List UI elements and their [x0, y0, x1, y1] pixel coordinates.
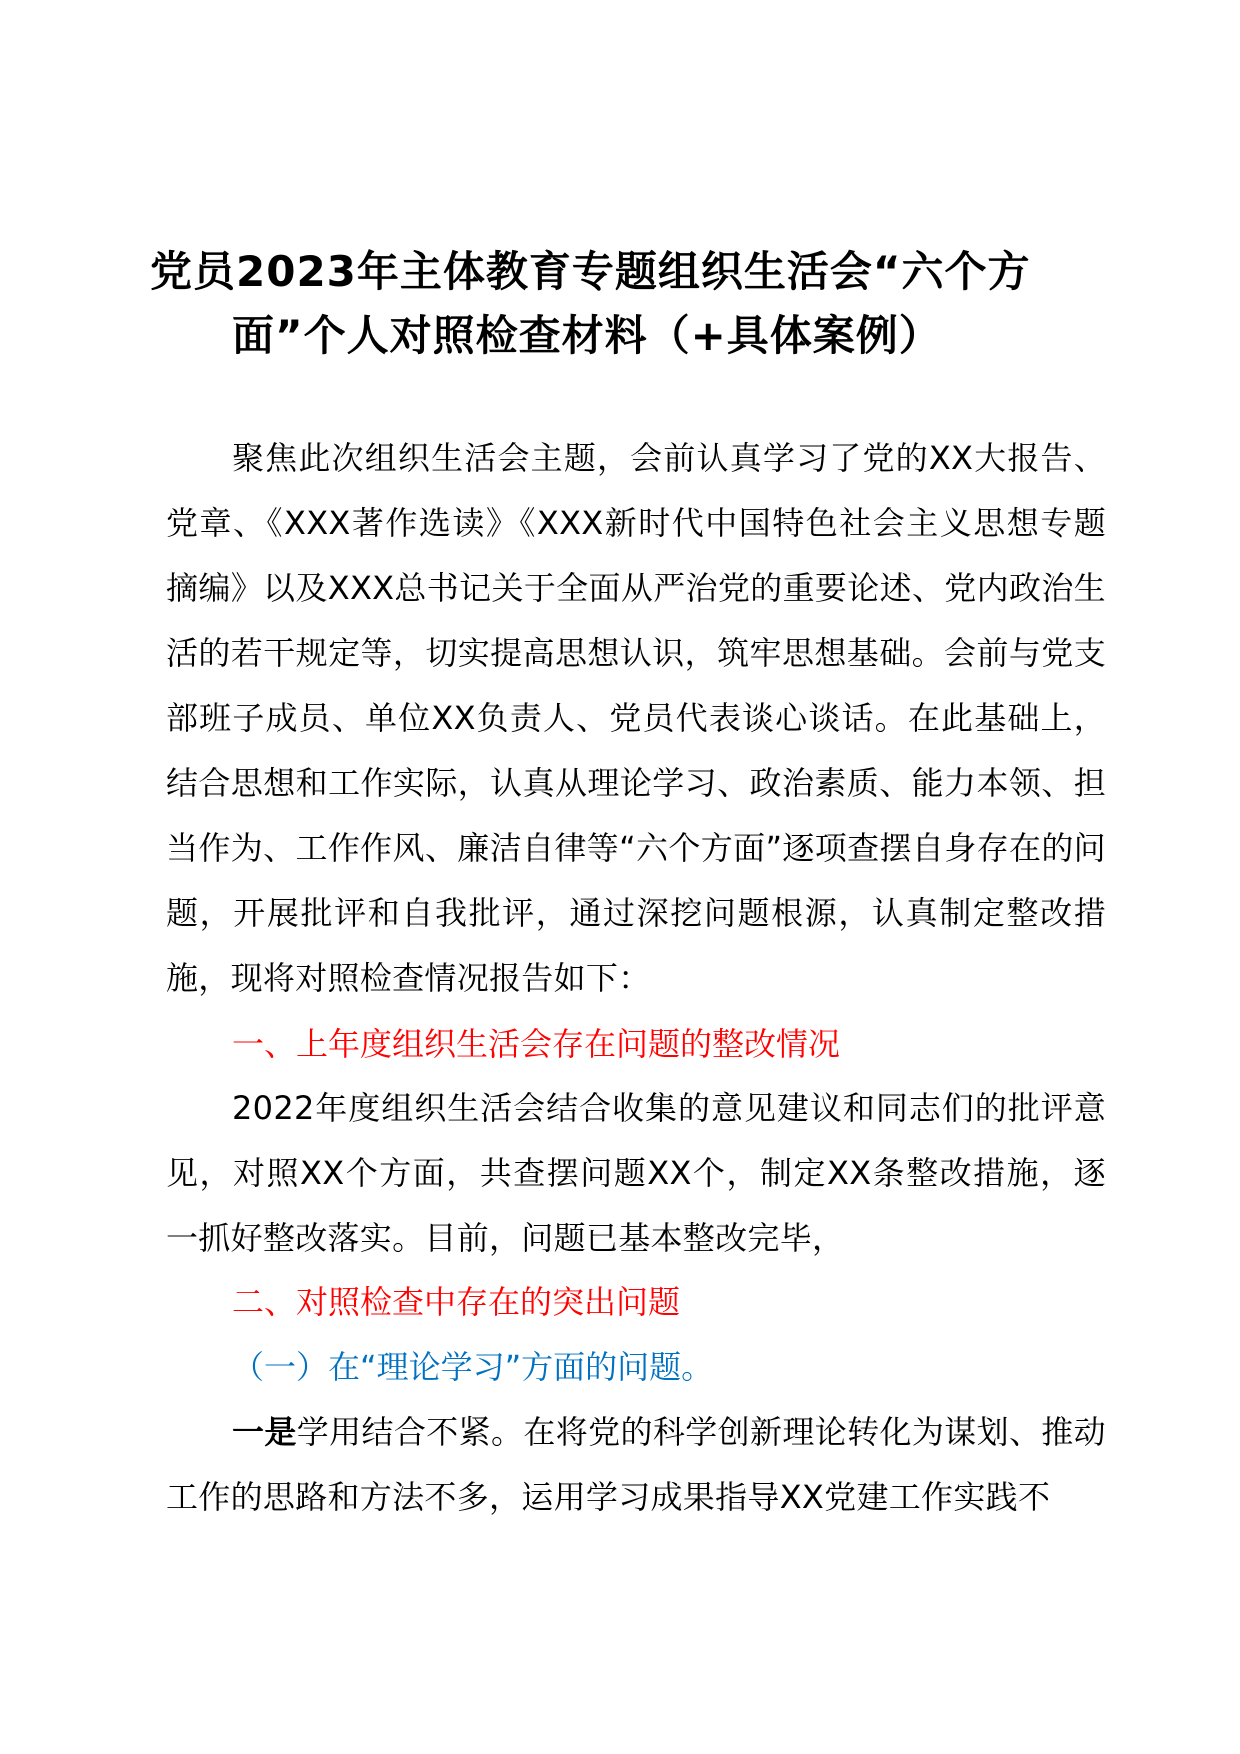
section-1-paragraph-text: 2022年度组织生活会结合收集的意见建议和同志们的批评意见，对照XX个方面，共查摆问题XX个，制定XX条整改措施，逐一抓好整改落实。目前，问题已基本整改完毕，: [166, 1089, 1106, 1257]
intro-paragraph-text: 聚焦此次组织生活会主题，会前认真学习了党的XX大报告、党章、《XXX著作选读》《XXX新时代中国特色社会主义思想专题摘编》以及XXX总书记关于全面从严治党的重要论述、党内政治生活的若干规定等，切实提高思想认识，筑牢思想基础。会前与党支部班子成员、单位XX负责人、党员代表谈心谈话。在此基础上，结合思想和工作实际，认真从理论学习、政治素质、能力本领、担当作为、工作作风、廉洁自律等“六个方面”逐项查摆自身存在的问题，开展批评和自我批评，通过深挖问题根源，认真制定整改措施，现将对照检查情况报告如下：: [166, 439, 1106, 997]
item-1-text: 学用结合不紧。在将党的科学创新理论转化为谋划、推动工作的思路和方法不多，运用学习成果指导XX党建工作实践不: [166, 1413, 1106, 1516]
intro-paragraph: [166, 426, 1106, 1011]
section-heading-2: 二、对照检查中存在的突出问题: [232, 1283, 681, 1321]
item-1-paragraph-text: [166, 1400, 1106, 1530]
item-1-lead: 一是: [232, 1413, 297, 1451]
section-1-paragraph: [166, 1076, 1106, 1271]
subsection-heading-1: （一）在“理论学习”方面的问题。: [232, 1348, 714, 1386]
item-1-paragraph: [166, 1400, 1106, 1530]
title-line-2: 面”个人对照检查材料（+具体案例）: [232, 311, 942, 360]
title-line-1: 党员2023年主体教育专题组织生活会“六个方: [150, 247, 1031, 296]
document-title: [150, 240, 1110, 368]
section-heading-1: 一、上年度组织生活会存在问题的整改情况: [232, 1025, 841, 1063]
